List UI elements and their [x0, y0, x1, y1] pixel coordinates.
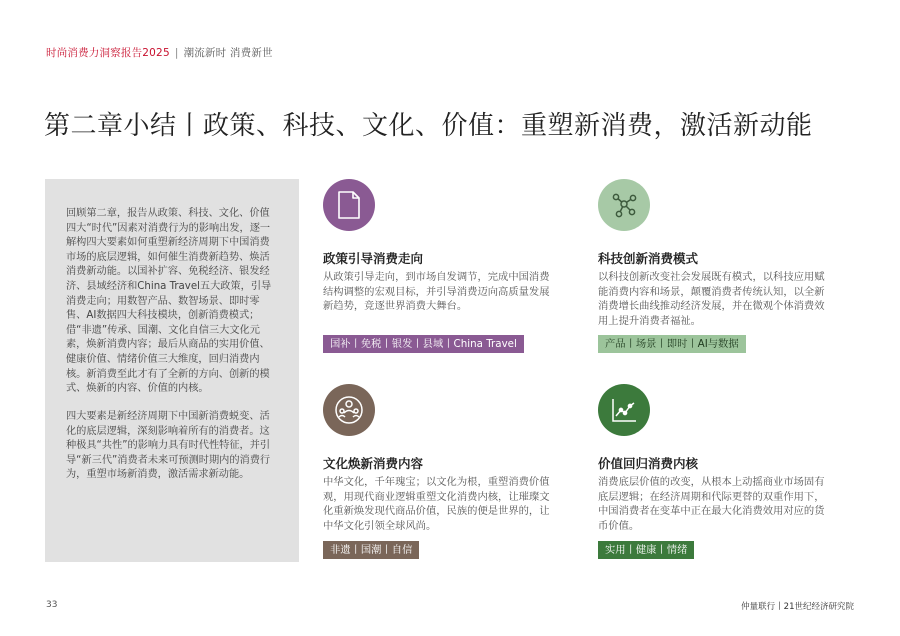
card-value-icon-circle — [598, 384, 650, 436]
card-policy-title: 政策引导消费走向 — [323, 251, 424, 266]
summary-paragraph-1: 回顾第二章，报告从政策、科技、文化、价值四大“时代”因素对消费行为的影响出发，逐一解构四大要素如何重塑新经济周期下中国消费市场的底层逻辑，如何催生消费新趋势、焕活消费新动能。以国补扩容、免税经济、银发经济、县域经济和China Travel五大政策，引导消费走向；用数智产品、数智场景、即时零售、AI数据四大科技模块，创新消费模式；借“非遗”传承、国潮、文化自信三大文化元素，焕新消费内容；最后从商品的实用价值、健康价值、情绪价值三大维度，回归消费内核。新消费至此才有了全新的方向、创新的模式、焕新的内容、价值的内核。 — [66, 208, 272, 395]
network-icon — [609, 190, 639, 220]
people-icon — [333, 394, 365, 426]
card-technology-description: 以科技创新改变社会发展既有模式，以科技应用赋能消费内容和场景，颠覆消费者传统认知，以全新消费增长曲线推动经济发展，并在微观个体消费效用上提升消费者福祉。 — [598, 271, 825, 327]
card-technology-title: 科技创新消费模式 — [598, 251, 699, 266]
footer-credit: 仲量联行丨21世纪经济研究院 — [741, 602, 854, 612]
card-technology — [598, 179, 843, 359]
document-icon — [336, 190, 362, 220]
card-value-title: 价值回归消费内核 — [598, 456, 699, 471]
card-culture-description: 中华文化，千年瑰宝；以文化为根，重塑消费价值观，用现代商业逻辑重塑文化消费内核，让璀璨文化重新焕发现代商品价值，民族的便是世界的，让中华文化引领全球风尚。 — [323, 476, 550, 532]
page-number: 33 — [46, 600, 58, 610]
header — [46, 45, 273, 60]
report-name: 时尚消费力洞察报告2025 — [46, 47, 170, 59]
card-technology-icon-circle — [598, 179, 650, 231]
card-technology-tags: 产品丨场景丨即时丨AI与数据 — [598, 335, 746, 353]
header-separator: | — [174, 47, 179, 59]
card-culture — [323, 384, 568, 564]
card-policy — [323, 179, 568, 359]
chart-icon — [609, 395, 639, 425]
card-value — [598, 384, 843, 564]
card-policy-description: 从政策引导走向，到市场自发调节，完成中国消费结构调整的宏观目标，并引导消费迈向高质量发展新趋势，竞逐世界消费大舞台。 — [323, 271, 550, 313]
report-slogan: 潮流新时 消费新世 — [183, 47, 273, 59]
card-value-tags: 实用丨健康丨情绪 — [598, 541, 694, 559]
card-value-description: 消费底层价值的改变，从根本上动摇商业市场固有底层逻辑；在经济周期和代际更替的双重作用下，中国消费者在变革中正在最大化消费效用对应的货币价值。 — [598, 476, 825, 532]
card-policy-tags: 国补丨免税丨银发丨县域丨China Travel — [323, 335, 524, 353]
summary-paragraph-2: 四大要素是新经济周期下中国新消费蜕变、活化的底层逻辑，深刻影响着所有的消费者。这种极具“共性”的影响力具有时代性特征，并引导“新三代”消费者未来可预测时期内的消费行为，重塑市场新消费，激活需求新动能。 — [66, 411, 271, 481]
card-culture-icon-circle — [323, 384, 375, 436]
page-title: 第二章小结丨政策、科技、文化、价值：重塑新消费，激活新动能 — [44, 111, 813, 141]
card-culture-title: 文化焕新消费内容 — [323, 456, 424, 471]
summary-box — [45, 179, 299, 562]
card-culture-tags: 非遗丨国潮丨自信 — [323, 541, 419, 559]
card-policy-icon-circle — [323, 179, 375, 231]
